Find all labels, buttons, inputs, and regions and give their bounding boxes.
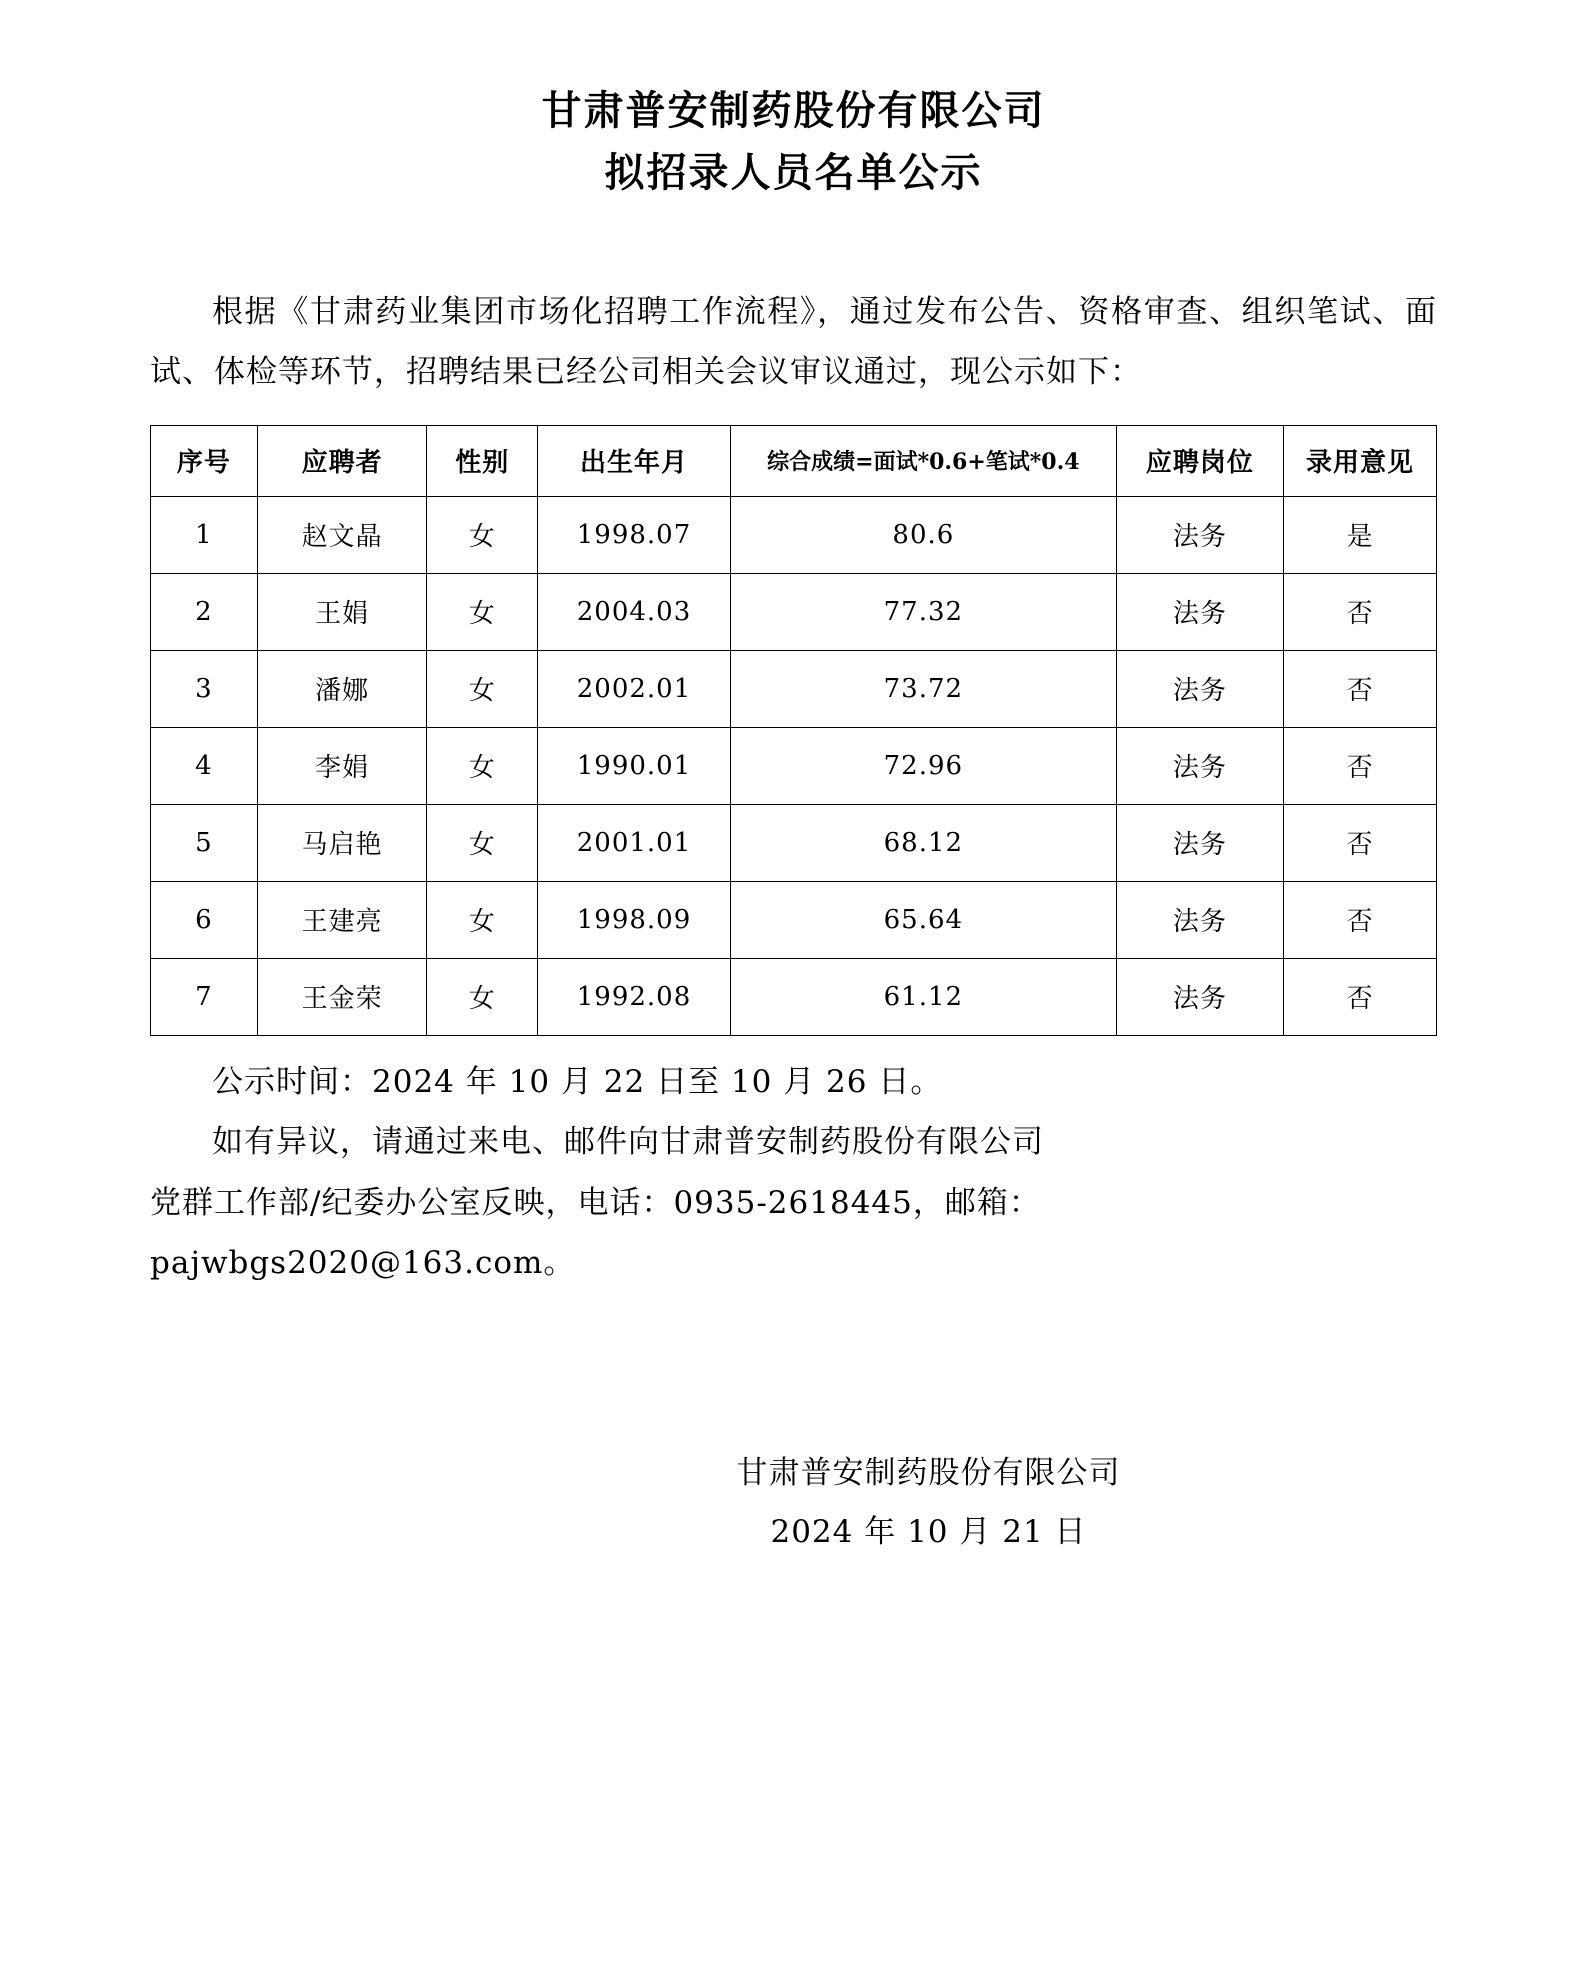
cell-decision: 是 <box>1283 496 1436 573</box>
cell-score: 77.32 <box>730 573 1116 650</box>
intro-section <box>150 282 1437 403</box>
cell-birthdate: 1990.01 <box>538 727 731 804</box>
cell-birthdate: 2002.01 <box>538 650 731 727</box>
column-header-birthdate: 出生年月 <box>538 425 731 496</box>
cell-score: 61.12 <box>730 958 1116 1035</box>
cell-index: 3 <box>151 650 258 727</box>
cell-applicant: 马启艳 <box>257 804 427 881</box>
table-row <box>151 573 1437 650</box>
cell-birthdate: 1998.07 <box>538 496 731 573</box>
column-header-applicant: 应聘者 <box>257 425 427 496</box>
cell-gender: 女 <box>427 496 538 573</box>
cell-position: 法务 <box>1116 881 1283 958</box>
cell-applicant: 王娟 <box>257 573 427 650</box>
objection-line-2: 党群工作部/纪委办公室反映，电话：0935-2618445，邮箱： <box>150 1184 1041 1221</box>
table-row <box>151 958 1437 1035</box>
cell-index: 4 <box>151 727 258 804</box>
column-header-index: 序号 <box>151 425 258 496</box>
table-row <box>151 804 1437 881</box>
cell-score: 72.96 <box>730 727 1116 804</box>
cell-gender: 女 <box>427 881 538 958</box>
signature-company: 甘肃普安制药股份有限公司 <box>736 1454 1121 1491</box>
signature-block <box>150 1444 1437 1562</box>
cell-birthdate: 2001.01 <box>538 804 731 881</box>
column-header-position: 应聘岗位 <box>1116 425 1283 496</box>
cell-birthdate: 1992.08 <box>538 958 731 1035</box>
cell-gender: 女 <box>427 650 538 727</box>
cell-index: 1 <box>151 496 258 573</box>
cell-index: 5 <box>151 804 258 881</box>
cell-index: 2 <box>151 573 258 650</box>
cell-gender: 女 <box>427 958 538 1035</box>
cell-index: 7 <box>151 958 258 1035</box>
table-row <box>151 650 1437 727</box>
cell-score: 65.64 <box>730 881 1116 958</box>
cell-position: 法务 <box>1116 727 1283 804</box>
cell-birthdate: 1998.09 <box>538 881 731 958</box>
column-header-score: 综合成绩=面试*0.6+笔试*0.4 <box>730 425 1116 496</box>
cell-applicant: 赵文晶 <box>257 496 427 573</box>
column-header-decision: 录用意见 <box>1283 425 1436 496</box>
cell-position: 法务 <box>1116 573 1283 650</box>
cell-decision: 否 <box>1283 881 1436 958</box>
cell-score: 80.6 <box>730 496 1116 573</box>
title-line-2: 拟招录人员名单公示 <box>604 149 983 196</box>
cell-applicant: 李娟 <box>257 727 427 804</box>
objection-line-3: pajwbgs2020@163.com。 <box>150 1245 576 1282</box>
cell-gender: 女 <box>427 804 538 881</box>
cell-gender: 女 <box>427 573 538 650</box>
cell-applicant: 王建亮 <box>257 881 427 958</box>
cell-index: 6 <box>151 881 258 958</box>
cell-position: 法务 <box>1116 804 1283 881</box>
page-title <box>150 80 1437 204</box>
cell-decision: 否 <box>1283 727 1436 804</box>
notice-period: 公示时间：2024 年 10 月 22 日至 10 月 26 日。 <box>212 1063 943 1100</box>
cell-score: 73.72 <box>730 650 1116 727</box>
table-header-row <box>151 425 1437 496</box>
table-row <box>151 496 1437 573</box>
cell-gender: 女 <box>427 727 538 804</box>
cell-applicant: 王金荣 <box>257 958 427 1035</box>
signature-date: 2024 年 10 月 21 日 <box>770 1513 1087 1550</box>
table-row <box>151 727 1437 804</box>
cell-position: 法务 <box>1116 650 1283 727</box>
notice-section <box>150 1052 1437 1294</box>
cell-position: 法务 <box>1116 496 1283 573</box>
cell-decision: 否 <box>1283 958 1436 1035</box>
cell-birthdate: 2004.03 <box>538 573 731 650</box>
table-row <box>151 881 1437 958</box>
column-header-gender: 性别 <box>427 425 538 496</box>
intro-paragraph: 根据《甘肃药业集团市场化招聘工作流程》，通过发布公告、资格审查、组织笔试、面试、体检等环节，招聘结果已经公司相关会议审议通过，现公示如下： <box>150 294 1437 391</box>
cell-decision: 否 <box>1283 573 1436 650</box>
title-line-1: 甘肃普安制药股份有限公司 <box>541 87 1046 134</box>
cell-score: 68.12 <box>730 804 1116 881</box>
candidates-table <box>150 425 1437 1036</box>
objection-line-1: 如有异议，请通过来电、邮件向甘肃普安制药股份有限公司 <box>212 1124 1044 1161</box>
cell-applicant: 潘娜 <box>257 650 427 727</box>
cell-decision: 否 <box>1283 804 1436 881</box>
cell-position: 法务 <box>1116 958 1283 1035</box>
cell-decision: 否 <box>1283 650 1436 727</box>
